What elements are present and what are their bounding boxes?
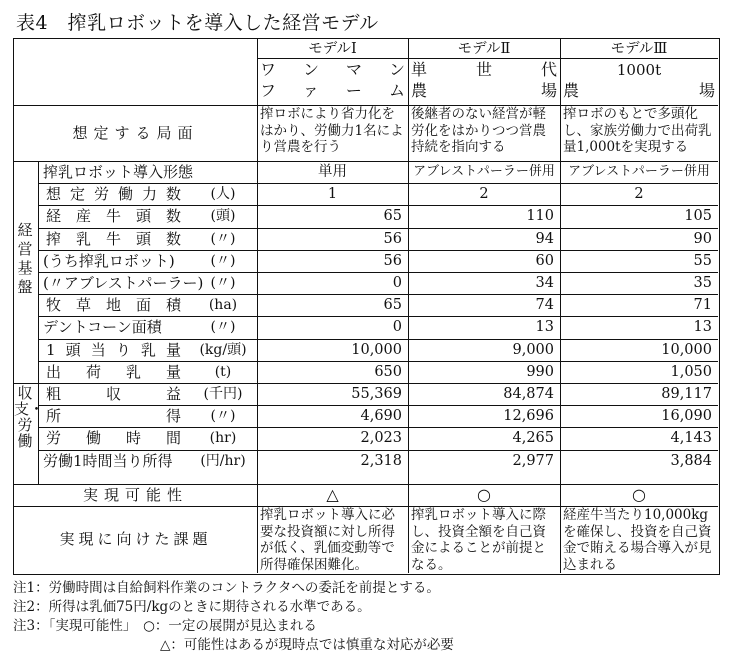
issues-text: 搾乳ロボット導入に必要な投資額に対し所得が低く、乳価変動等で所得確保困難化。 — [260, 507, 395, 573]
table-cell: 110 — [526, 208, 554, 225]
row-label: 出荷乳量 — [46, 362, 181, 381]
model-name: 1000t — [616, 61, 662, 79]
row-unit: (円/hr) — [200, 452, 246, 469]
table-cell: 10,000 — [661, 341, 712, 358]
model-name: ワンマン — [260, 60, 405, 79]
row-unit: (kg/頭) — [199, 341, 247, 358]
row-label: 労働1時間当り所得 — [43, 451, 173, 470]
table-cell: 56 — [383, 230, 402, 247]
row-label: (〃アブレストパーラー) — [43, 274, 204, 292]
table-cell: 34 — [535, 275, 554, 291]
model-name: 農場 — [411, 81, 557, 100]
table-cell: 0 — [392, 319, 402, 336]
model-header: モデルⅡ — [457, 41, 511, 57]
group-label-management: 経営基盤 — [17, 221, 33, 296]
table-cell: 65 — [383, 208, 402, 225]
table-cell: 71 — [693, 297, 712, 314]
model-header: モデルⅢ — [610, 41, 668, 57]
row-label: デントコーン面積 — [43, 318, 162, 337]
row-label: 1頭当り乳量 — [46, 340, 181, 359]
row-unit: (〃) — [210, 275, 236, 291]
feasibility-mark: ○ — [477, 485, 491, 504]
table-title: 表4 搾乳ロボットを導入した経営モデル — [16, 12, 379, 34]
table-cell: 3,884 — [670, 452, 712, 469]
model-header: モデルⅠ — [308, 41, 357, 57]
table-cell: 94 — [535, 230, 554, 247]
table-cell: 1 — [327, 186, 338, 203]
table-cell: 650 — [374, 363, 402, 380]
row-label: 想定労働力数 — [46, 185, 181, 204]
table-cell: 単用 — [318, 164, 347, 180]
issues-text: 経産牛当たり10,000kgを確保し、投資を自己資金で賄える場合導入が見込まれる — [563, 507, 712, 573]
row-unit: (〃) — [210, 319, 236, 336]
table-cell: 2 — [479, 186, 489, 203]
footnotes — [13, 579, 454, 655]
table-cell: アブレストパーラー併用 — [413, 164, 555, 179]
table-cell: 13 — [535, 319, 554, 336]
scenario-text: 後継者のない経営が軽労化をはかりつつ営農持続を指向する — [411, 106, 546, 155]
table-cell: 56 — [383, 252, 402, 269]
scenario-label: 想定する局面 — [72, 124, 199, 142]
table-cell: 2,023 — [360, 430, 402, 447]
row-label: 所得 — [46, 407, 181, 426]
issues-text: 搾乳ロボット導入に際し、投資全額を自己資金によることが前提となる。 — [411, 507, 546, 573]
feasibility-label: 実現可能性 — [82, 486, 188, 504]
table-cell: 84,874 — [503, 386, 554, 402]
footnote-1: 注1：労働時間は自給飼料作業のコントラクタへの委託を前提とする。 — [13, 580, 440, 596]
table-cell: 10,000 — [351, 341, 402, 358]
scenario-text: 搾ロボのもとで多頭化し、家族労働力で出荷乳量1,000tを実現する — [563, 106, 712, 155]
table-cell: 65 — [383, 297, 402, 314]
table-cell: 74 — [535, 297, 554, 314]
row-unit: (〃) — [210, 408, 236, 425]
row-unit: (ha) — [208, 297, 238, 314]
table-cell: 90 — [693, 230, 712, 247]
footnote-2: 注2：所得は乳価75円/kgのときに期待される水準である。 — [13, 599, 371, 615]
table-cell: 60 — [535, 252, 554, 269]
table-cell: 4,143 — [670, 430, 712, 447]
group-label-income: 収支・労働 — [14, 384, 45, 450]
scenario-text: 搾ロボにより省力化をはかり、労働力1名により営農を行う — [260, 106, 404, 155]
row-unit: (千円) — [203, 386, 243, 402]
table-cell: 9,000 — [512, 341, 554, 358]
row-label: (うち搾乳ロボット) — [43, 251, 175, 270]
table-cell: 55 — [693, 252, 712, 269]
feasibility-mark: ○ — [632, 485, 646, 504]
row-label: 粗収益 — [46, 385, 181, 403]
table-cell: 55,369 — [351, 386, 402, 402]
issues-label: 実現に向けた課題 — [59, 530, 212, 548]
table-cell: 2,977 — [512, 452, 554, 469]
row-unit: (頭) — [210, 208, 236, 225]
row-label: 牧草地面積 — [46, 296, 181, 315]
model-name: 単世代 — [411, 60, 557, 79]
model-name: 農場 — [563, 81, 715, 100]
table-cell: 2 — [634, 186, 644, 203]
table-cell: 4,265 — [512, 430, 554, 447]
row-label: 経産牛頭数 — [46, 207, 181, 226]
table-cell: 12,696 — [503, 408, 554, 425]
header-divider — [257, 58, 718, 59]
row-unit: (t) — [214, 363, 232, 380]
row-unit: (hr) — [209, 430, 237, 447]
table-cell: アブレストパーラー併用 — [568, 164, 710, 179]
table-cell: 35 — [693, 275, 712, 291]
management-model-table — [13, 38, 720, 575]
table-cell: 990 — [526, 363, 554, 380]
table-cell: 16,090 — [661, 408, 712, 425]
model-name: ファーム — [260, 81, 405, 100]
table-cell: 13 — [693, 319, 712, 336]
row-label: 労働時間 — [46, 429, 181, 448]
table-cell: 105 — [684, 208, 712, 225]
table-cell: 4,690 — [360, 408, 402, 425]
row-unit: (〃) — [210, 252, 236, 269]
row-label: 搾乳ロボット導入形態 — [43, 163, 194, 181]
table-cell: 89,117 — [661, 386, 712, 402]
row-unit: (〃) — [210, 230, 236, 247]
table-cell: 0 — [392, 275, 402, 291]
feasibility-mark: △ — [326, 485, 339, 504]
footnote-4: △：可能性はあるが現時点では慎重な対応が必要 — [160, 637, 454, 653]
table-cell: 2,318 — [360, 452, 402, 469]
table-cell: 1,050 — [670, 363, 712, 380]
footnote-3: 注3：「実現可能性」 ○：一定の展開が見込まれる — [13, 618, 317, 634]
row-label: 搾乳牛頭数 — [46, 229, 181, 248]
row-unit: (人) — [210, 186, 236, 203]
